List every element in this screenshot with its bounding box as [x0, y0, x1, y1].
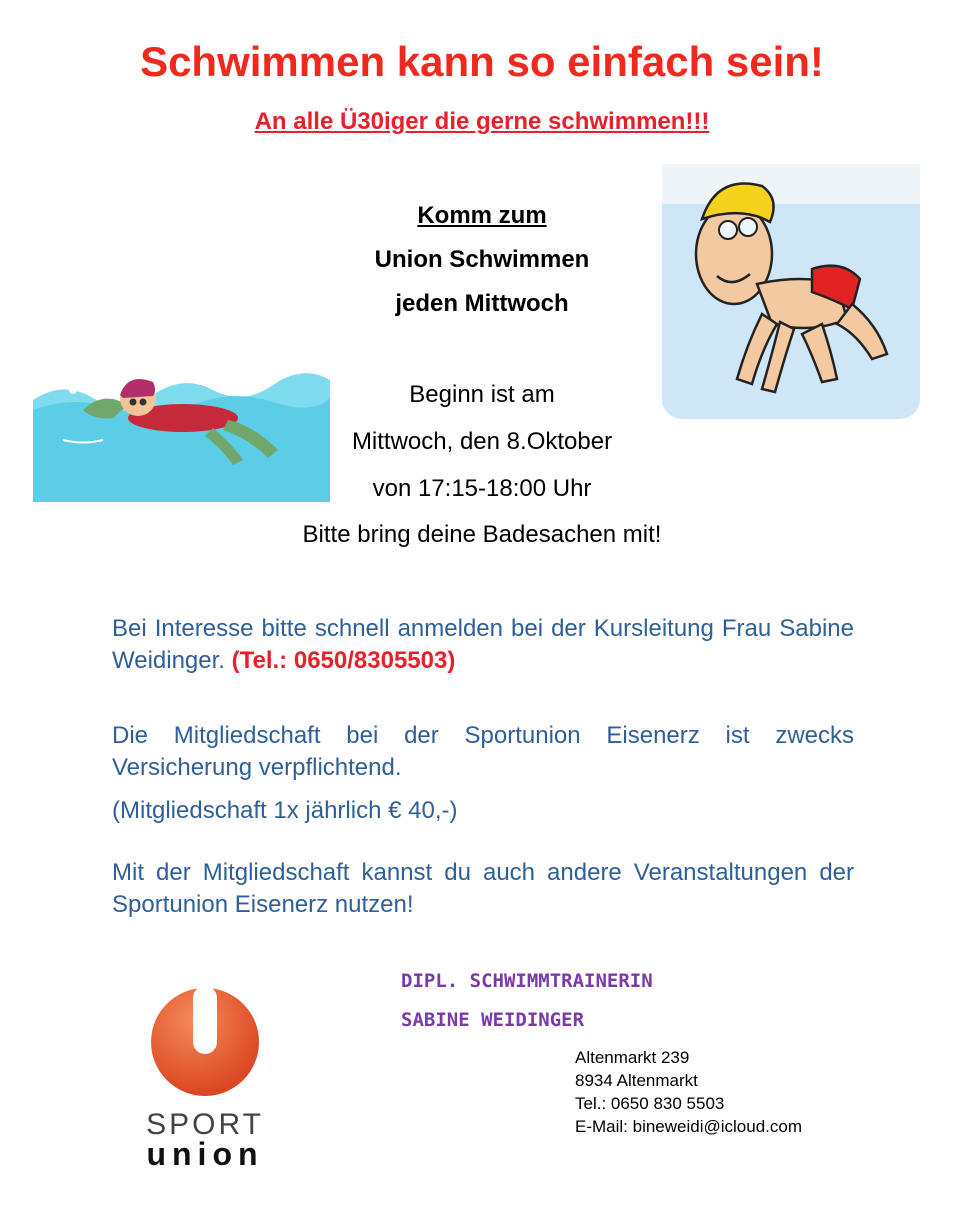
schedule-line-1: Beginn ist am — [409, 381, 555, 408]
schedule-line-4: Bitte bring deine Badesachen mit! — [302, 521, 662, 548]
trainer-title: DIPL. SCHWIMMTRAINERIN — [401, 970, 653, 992]
info-paragraph-1-text: Bei Interesse bitte schnell anmelden bei der Kursleitung Frau Sabine Weidinger. — [112, 615, 854, 674]
address-email: E-Mail: bineweidi@icloud.com — [575, 1117, 803, 1136]
info-paragraph-4: Mit der Mitgliedschaft kannst du auch andere Veranstaltungen der Sportunion Eisenerz nutzen! — [112, 859, 854, 918]
union-u-icon — [125, 986, 285, 1106]
address-phone: Tel.: 0650 830 5503 — [575, 1094, 725, 1113]
trainer-name: SABINE WEIDINGER — [401, 1009, 585, 1031]
invite-line-1: Komm zum — [417, 202, 547, 229]
logo-word-union: union — [146, 1136, 264, 1172]
invite-line-3: jeden Mittwoch — [395, 290, 569, 317]
schedule-line-2: Mittwoch, den 8.Oktober — [351, 428, 613, 455]
schedule-line-3: von 17:15-18:00 Uhr — [372, 475, 592, 502]
page-title: Schwimmen kann so einfach sein! — [140, 38, 824, 85]
address-street: Altenmarkt 239 — [575, 1048, 690, 1067]
info-paragraph-1 — [112, 613, 854, 677]
diver-illustration — [662, 164, 920, 419]
logo-word-sport: SPORT — [146, 1108, 264, 1141]
sport-union-logo — [125, 986, 285, 1176]
page-subtitle: An alle Ü30iger die gerne schwimmen!!! — [254, 108, 710, 135]
contact-phone: (Tel.: 0650/8305503) — [231, 647, 456, 674]
address-city: 8934 Altenmarkt — [575, 1071, 698, 1090]
swimmer-illustration — [33, 310, 330, 502]
info-paragraph-3: (Mitgliedschaft 1x jährlich € 40,-) — [112, 797, 458, 824]
info-paragraph-2: Die Mitgliedschaft bei der Sportunion Eisenerz ist zwecks Versicherung verpflichtend. — [112, 722, 854, 781]
invite-line-2: Union Schwimmen — [374, 246, 590, 273]
